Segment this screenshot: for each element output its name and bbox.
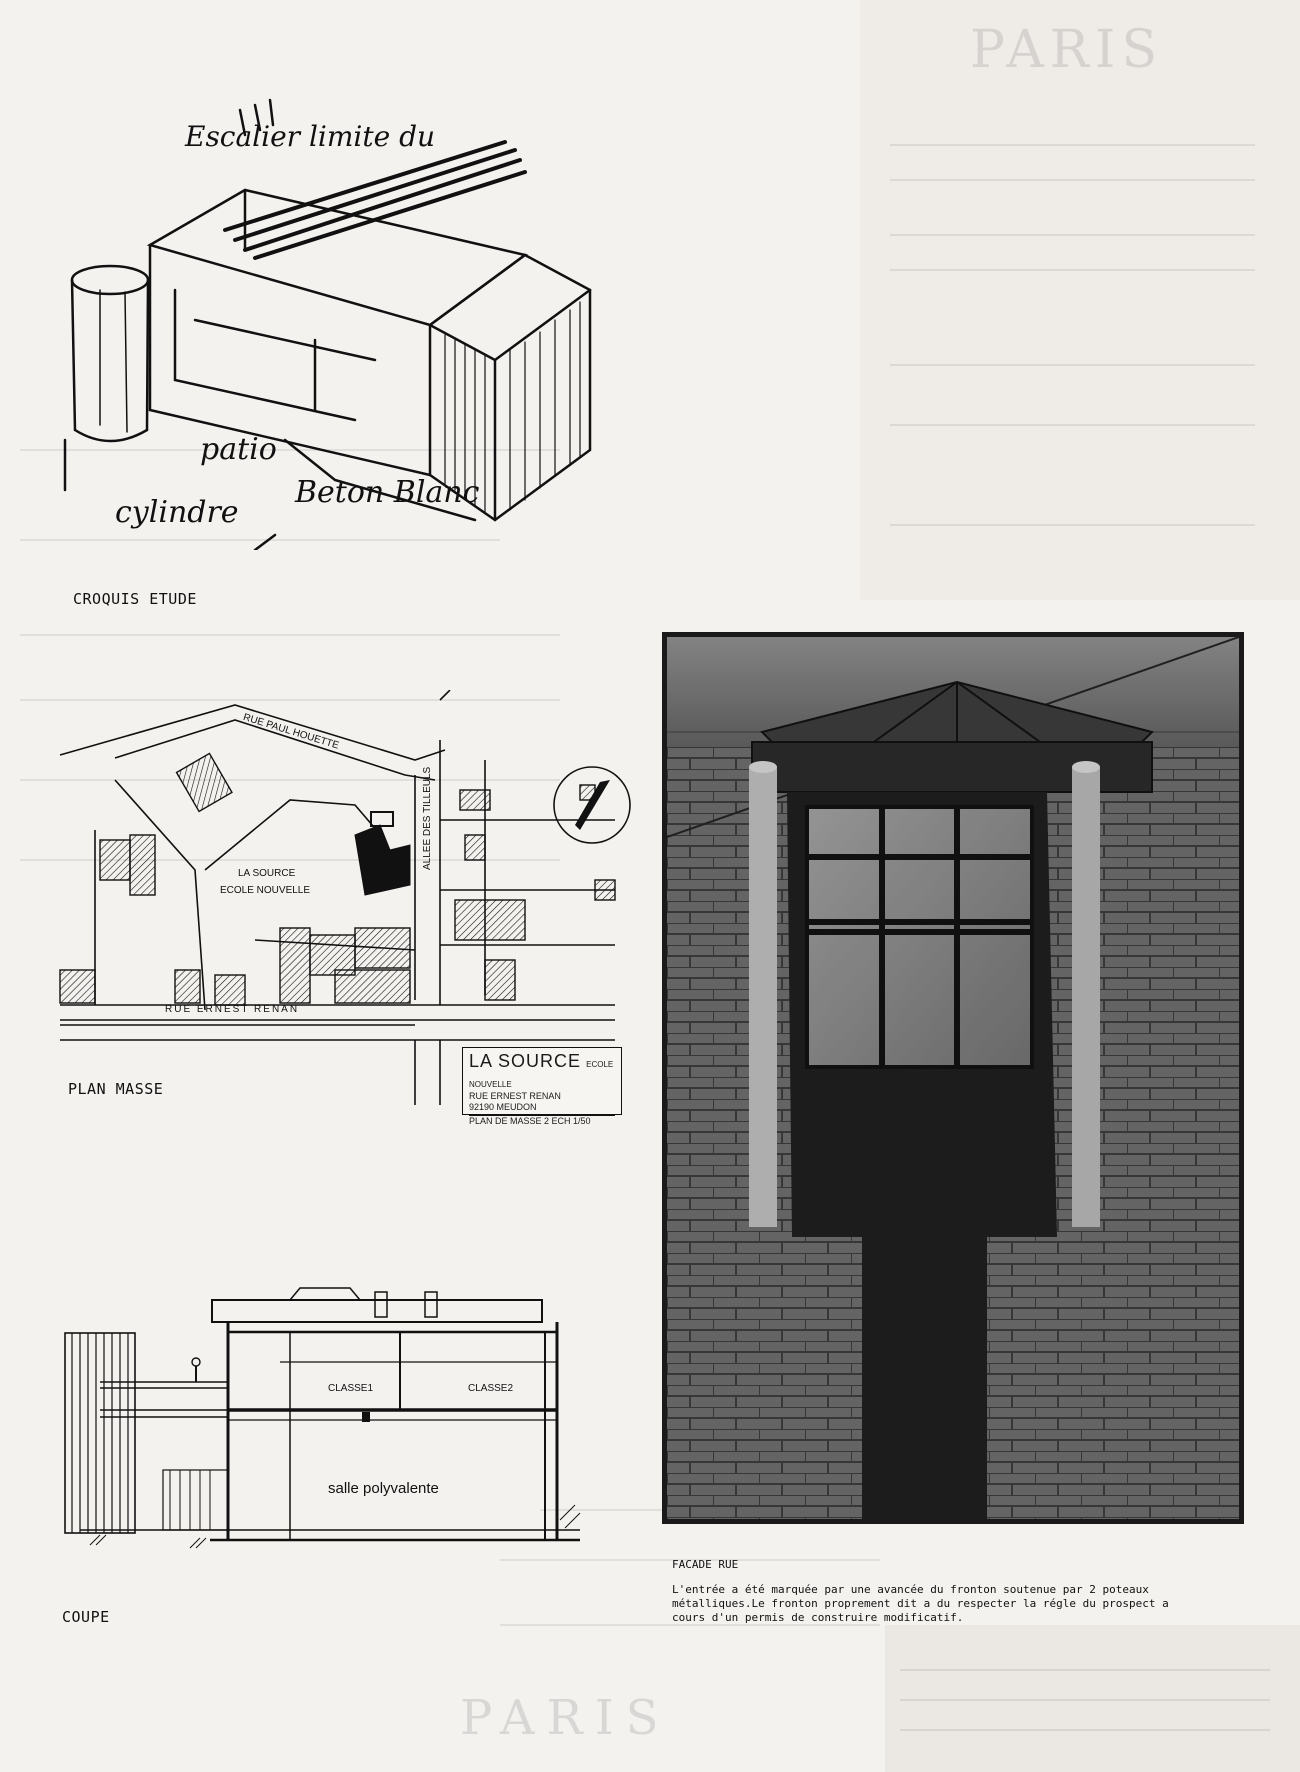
- stamp-line2: 92190 MEUDON: [469, 1102, 537, 1112]
- facade-photo: [662, 632, 1244, 1524]
- sketch-caption: CROQUIS ETUDE: [73, 590, 197, 608]
- sketch-note-cylindre: cylindre: [115, 495, 239, 530]
- plan-school-line1: LA SOURCE: [238, 868, 296, 879]
- facade-photo-drawing: [667, 637, 1239, 1519]
- plan-alley-label: ALLEE DES TILLEULS: [422, 766, 433, 870]
- stamp-title: LA SOURCE: [469, 1051, 582, 1071]
- photo-caption-line2: métalliques.Le fronton proprement dit a du respecter la régle du prospect a: [672, 1597, 1169, 1610]
- plan-title-block: [462, 1047, 622, 1126]
- photo-caption-line3: cours d'un permis de construire modificatif.: [672, 1611, 964, 1624]
- stamp-title-suffix: ECOLE NOUVELLE: [469, 1060, 614, 1089]
- sketch-note-escalier: Escalier limite du: [185, 120, 436, 153]
- stamp-line1: RUE ERNEST RENAN: [469, 1091, 561, 1101]
- plan-street-bottom: RUE ERNEST RENAN: [165, 1004, 300, 1015]
- sketch-note-beton: Beton Blanc: [295, 475, 480, 510]
- section-room-classe1: CLASSE1: [328, 1383, 374, 1394]
- ghost-heading-bottom: PARIS: [460, 1690, 671, 1746]
- section-room-salle: salle polyvalente: [328, 1480, 439, 1497]
- sketch-note-patio: patio: [200, 432, 277, 467]
- section-drawing: [60, 1270, 620, 1550]
- photo-caption-line1: L'entrée a été marquée par une avancée du fronton soutenue par 2 poteaux: [672, 1583, 1149, 1596]
- stamp-line3: PLAN DE MASSE 2 ECH 1/50: [469, 1115, 615, 1127]
- section-room-classe2: CLASSE2: [468, 1383, 514, 1394]
- section-caption: COUPE: [62, 1608, 110, 1626]
- plan-caption: PLAN MASSE: [68, 1080, 164, 1098]
- ghost-heading-top-right: PARIS: [970, 20, 1164, 80]
- plan-school-line2: ECOLE NOUVELLE: [220, 885, 311, 896]
- photo-caption-title: FACADE RUE: [672, 1558, 739, 1571]
- plan-street-top: RUE PAUL HOUETTE: [241, 712, 341, 752]
